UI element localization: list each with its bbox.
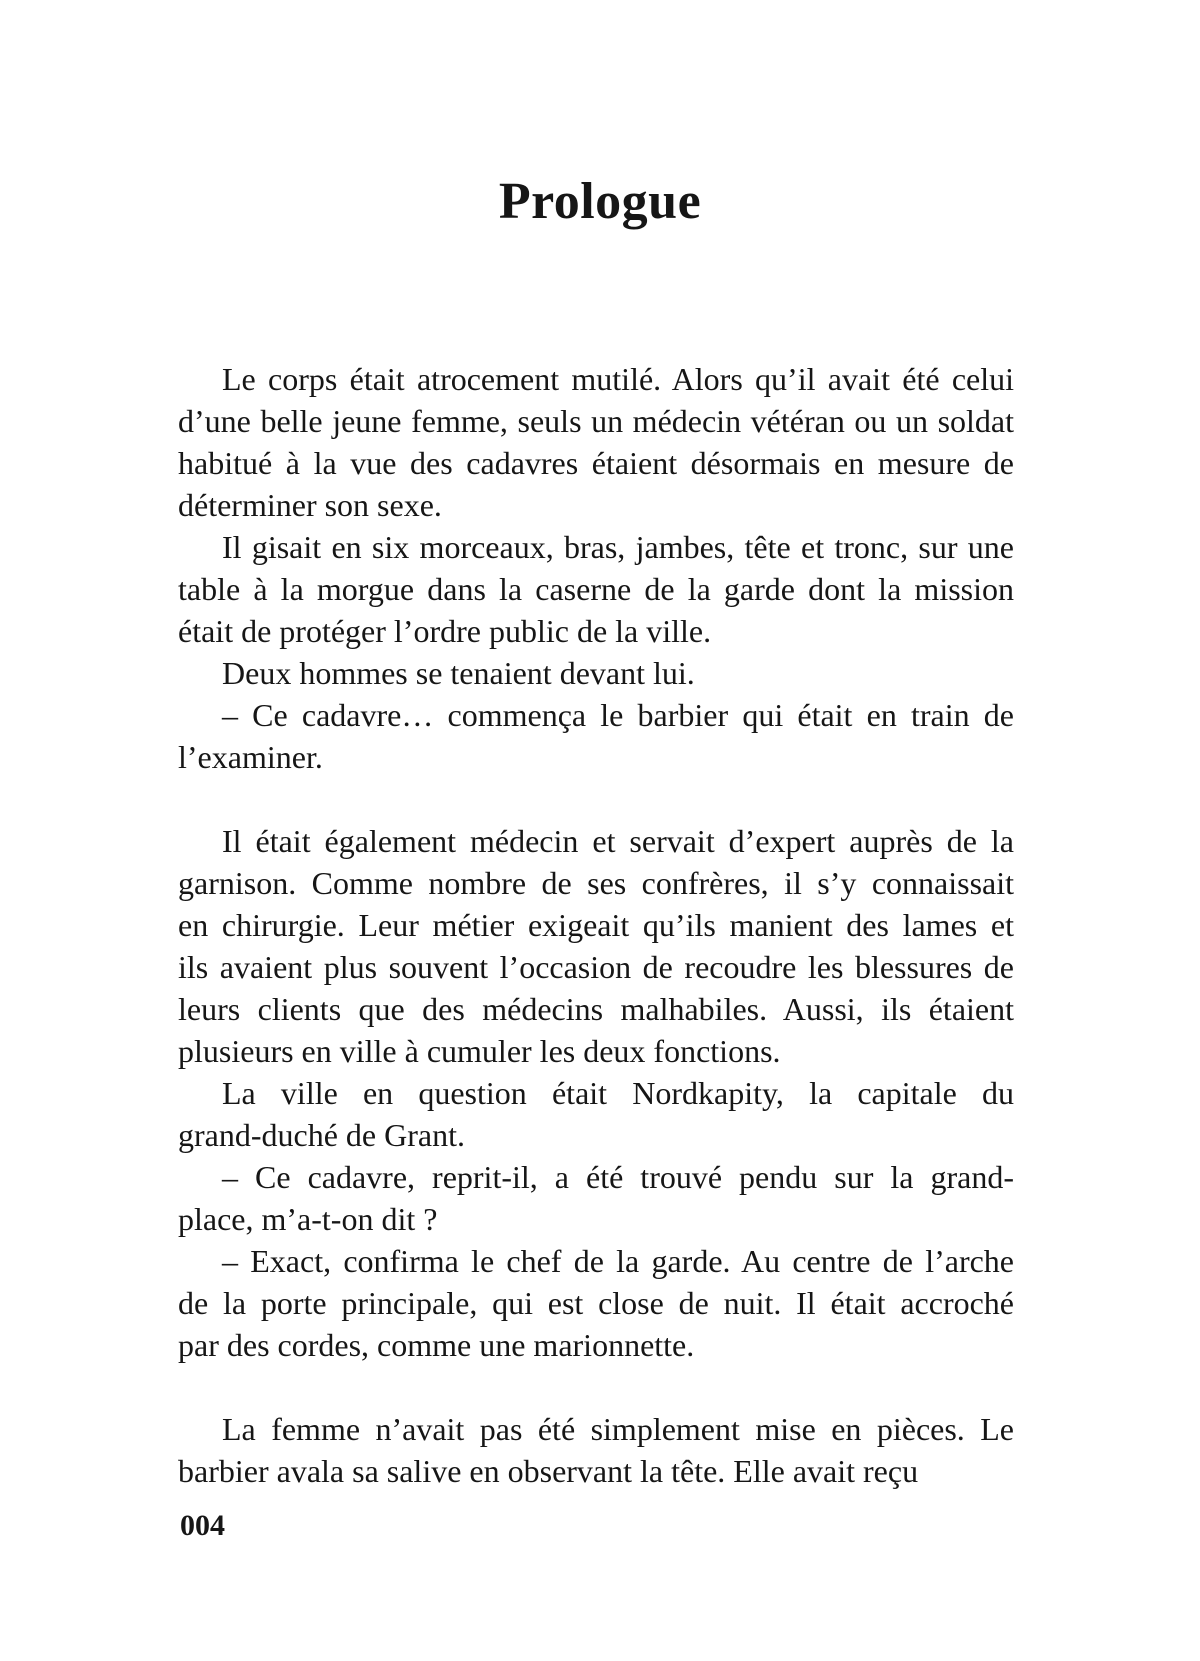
paragraph-gap [178, 778, 1014, 820]
text-line: place, m’a-t-on dit ? [178, 1201, 438, 1237]
text-line: en chirurgie. Leur métier exigeait qu’ils manient des lames et [178, 907, 1014, 943]
page-number: 004 [180, 1509, 225, 1542]
text-line: l’examiner. [178, 739, 323, 775]
text-line: – Ce cadavre… commença le barbier qui était en train de [222, 697, 1014, 733]
text-line: Il gisait en six morceaux, bras, jambes, tête et tronc, sur une [222, 529, 1014, 565]
text-line: d’une belle jeune femme, seuls un médecin vétéran ou un soldat [178, 403, 1014, 439]
text-line: Deux hommes se tenaient devant lui. [222, 655, 695, 691]
text-line: barbier avala sa salive en observant la tête. Elle avait reçu [178, 1453, 919, 1489]
text-line: garnison. Comme nombre de ses confrères, il s’y connaissait [178, 865, 1014, 901]
text-line: grand-duché de Grant. [178, 1117, 465, 1153]
text-line: – Exact, confirma le chef de la garde. Au centre de l’arche [222, 1243, 1014, 1279]
text-line: ils avaient plus souvent l’occasion de recoudre les blessures de [178, 949, 1014, 985]
text-line: habitué à la vue des cadavres étaient désormais en mesure de [178, 445, 1014, 481]
text-line: leurs clients que des médecins malhabiles. Aussi, ils étaient [178, 991, 1014, 1027]
text-line: – Ce cadavre, reprit-il, a été trouvé pendu sur la grand- [222, 1159, 1014, 1195]
text-line: table à la morgue dans la caserne de la garde dont la mission [178, 571, 1014, 607]
text-line: de la porte principale, qui est close de nuit. Il était accroché [178, 1285, 1014, 1321]
text-line: était de protéger l’ordre public de la ville. [178, 613, 712, 649]
chapter-title: Prologue [498, 173, 702, 230]
text-line: par des cordes, comme une marionnette. [178, 1327, 695, 1363]
text-line: déterminer son sexe. [178, 487, 442, 523]
text-line: La femme n’avait pas été simplement mise en pièces. Le [222, 1411, 1014, 1447]
body-text-block [178, 358, 1014, 1492]
text-line: plusieurs en ville à cumuler les deux fonctions. [178, 1033, 781, 1069]
text-line: Le corps était atrocement mutilé. Alors qu’il avait été celui [222, 361, 1014, 397]
text-line: La ville en question était Nordkapity, la capitale du [222, 1075, 1014, 1111]
text-line: Il était également médecin et servait d’expert auprès de la [222, 823, 1014, 859]
paragraph-gap [178, 1366, 1014, 1408]
